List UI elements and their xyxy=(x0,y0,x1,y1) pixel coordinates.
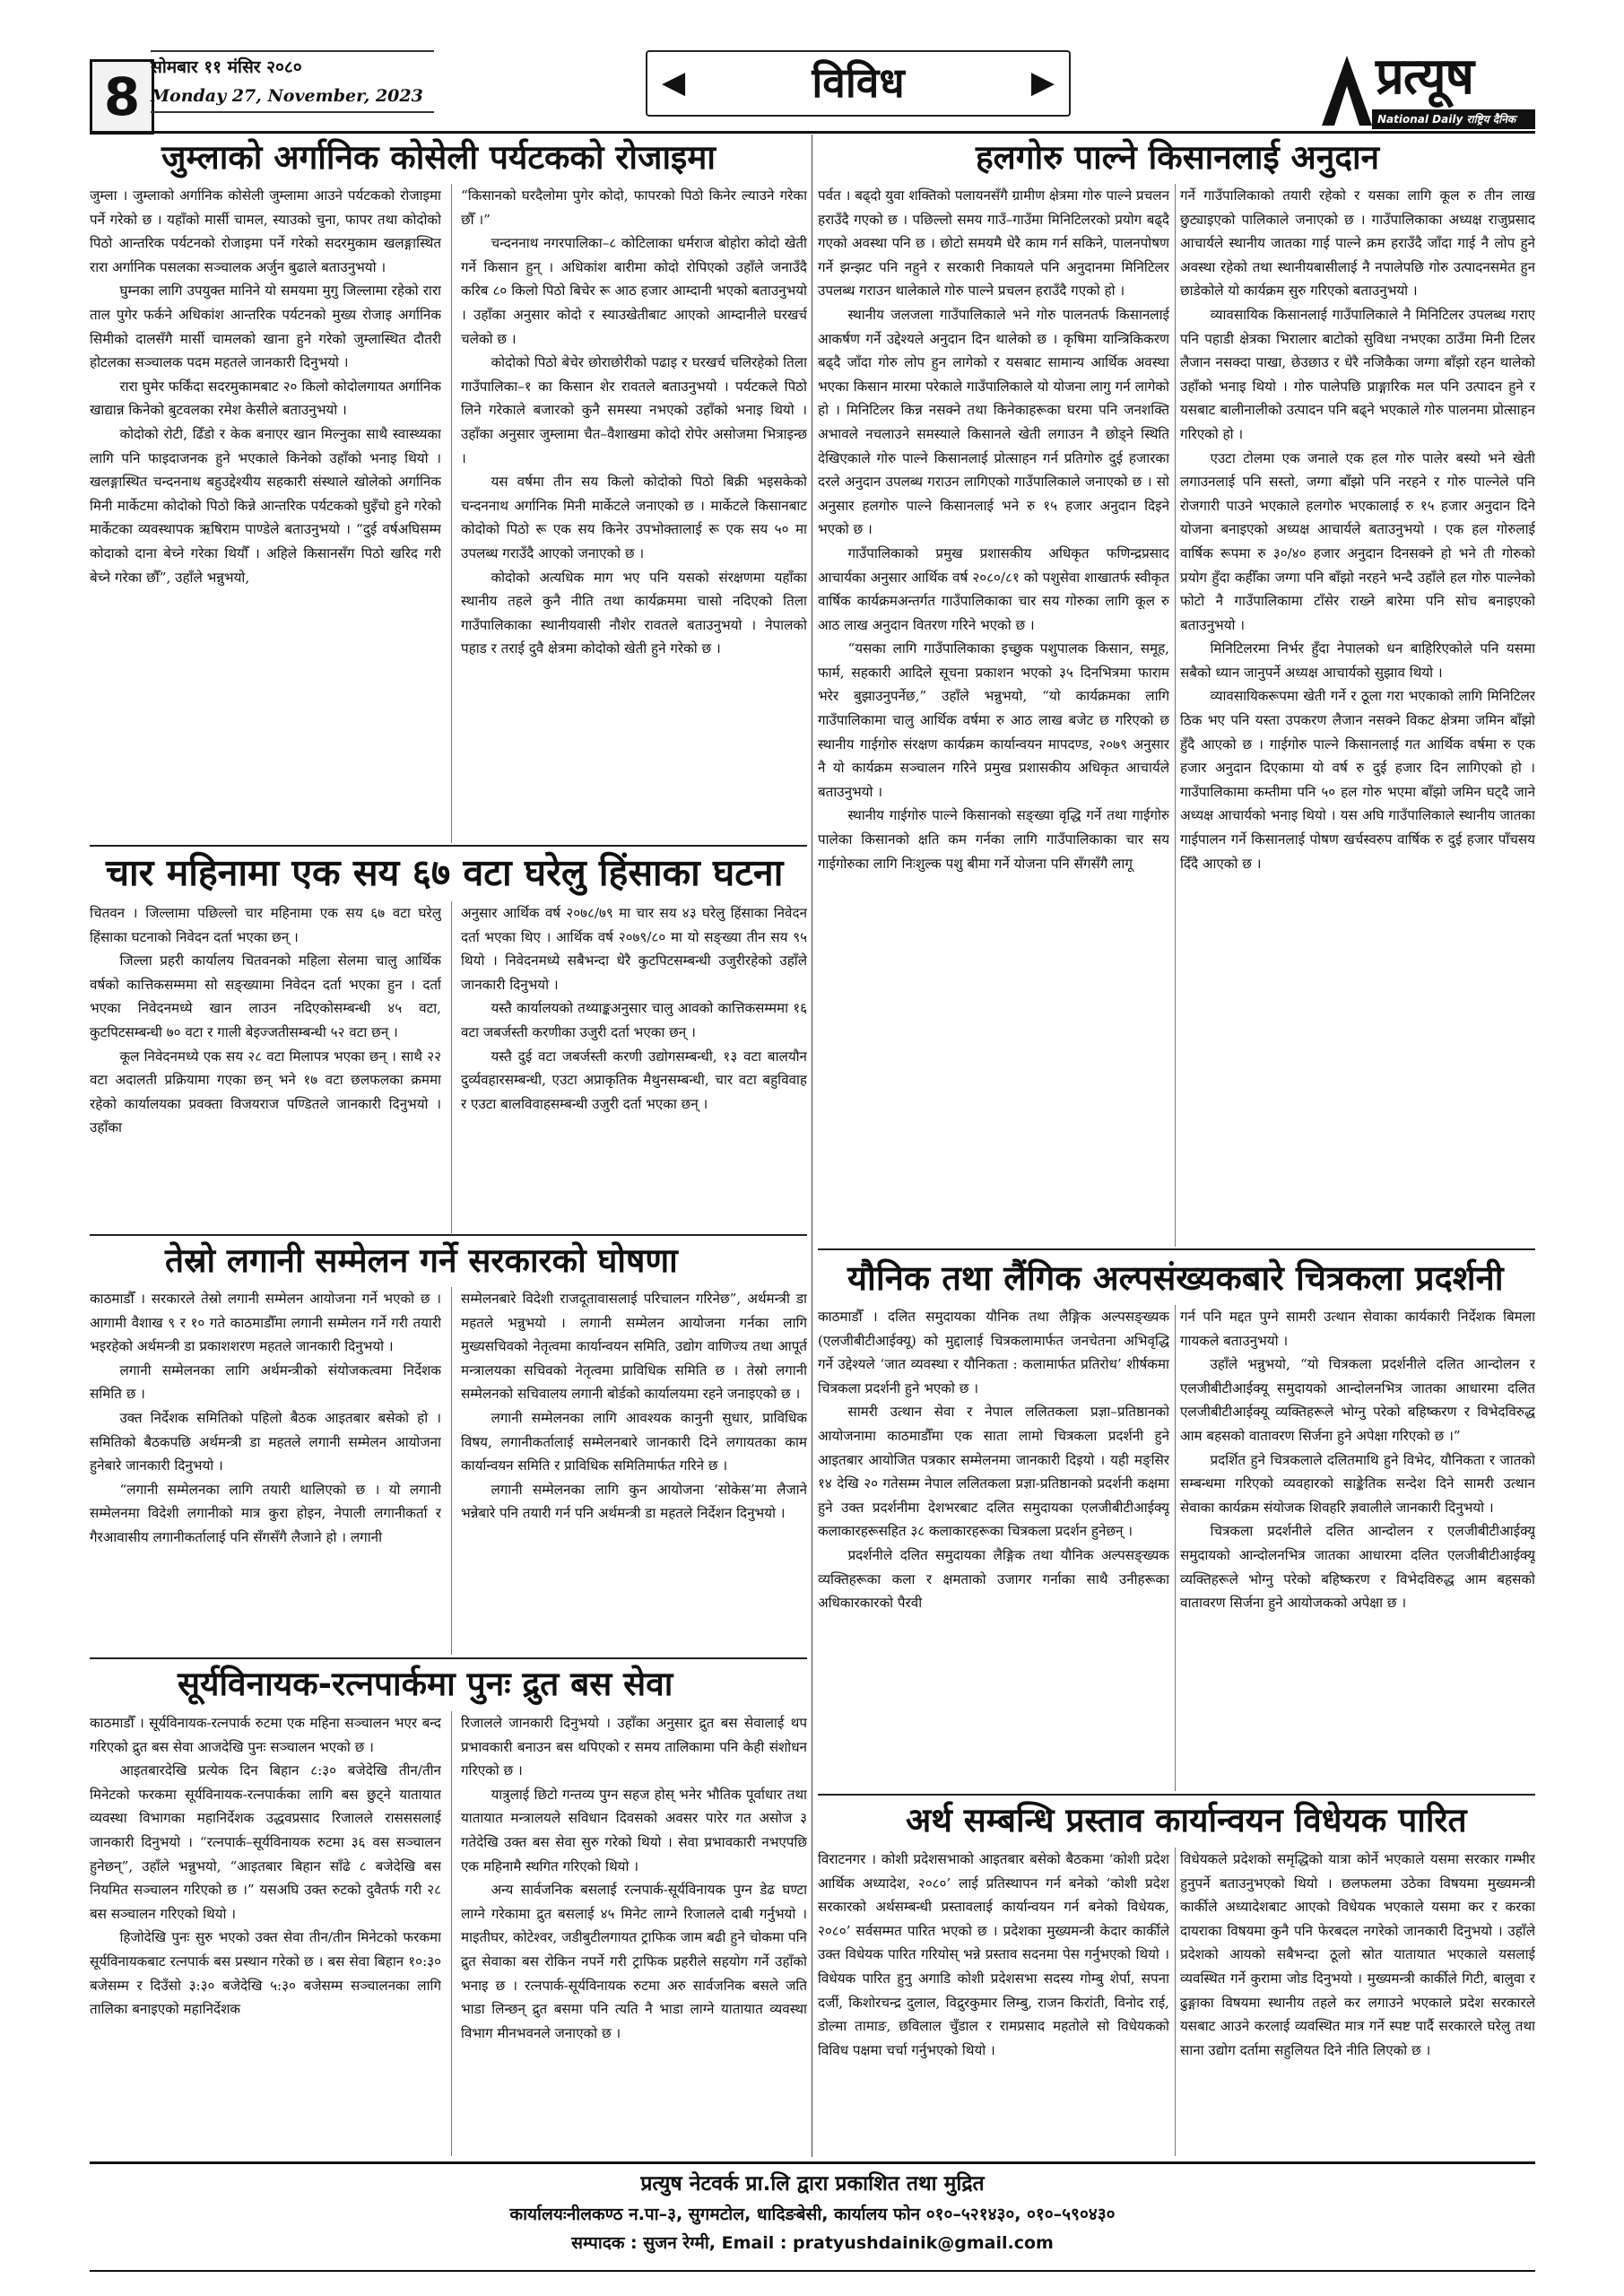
paragraph: गाउँपालिकाको प्रमुख प्रशासकीय अधिकृत फणिन्द्रप्रसाद आचार्यका अनुसार आर्थिक वर्ष २०८०/८१ को पशुसेवा शाखातर्फ स्वीकृत वार्षिक कार्यक्रमअन्तर्गत गाउँपालिकाका चार सय गोरुका लागि कूल रु आठ लाख अनुदान वितरण गरिने भएको छ । xyxy=(818,544,1169,633)
paragraph: अनुसार आर्थिक वर्ष २०७८/७९ मा चार सय ४३ घरेलु हिंसाका निवेदन दर्ता भएका थिए । आर्थिक वर्ष २०७९/८० मा यो सङ्ख्या तीन सय ९५ थियो । निवेदनमध्ये सबैभन्दा धेरै कुटपिटसम्बन्धी उजुरीरहेको उहाँले जानकारी दिनुभयो । xyxy=(461,905,807,993)
right-arrow-icon: ▶ xyxy=(1030,65,1055,100)
paragraph: यात्रुलाई छिटो गन्तव्य पुग्न सहज होस् भनेर भौतिक पूर्वाधार तथा यातायात मन्त्रालयले सविधान दिवसको अवसर पारेर गत असोज ३ गतेदेखि उक्त बस सेवा सुरु गरेको थियो । सेवा प्रभावकारी नभएपछि एक महिनामै स्थगित गरिएको थियो । xyxy=(461,1786,807,1874)
paragraph: उहाँले भन्नुभयो, “यो चित्रकला प्रदर्शनीले दलित आन्दोलन र एलजीबीटीआईक्यू समुदायको आन्दोलनभित्र जातका आधारमा दलित एलजीबीटीआईक्यू व्यक्तिहरूले भोग्नु परेको बहिष्करण र विभेदविरुद्ध आम बहसको वातावरण सिर्जना हुने अपेक्षा गरिएको छ ।” xyxy=(1180,1356,1535,1444)
paragraph: जिल्ला प्रहरी कार्यालय चितवनको महिला सेलमा चालु आर्थिक वर्षको कात्तिकसम्ममा सो सङ्ख्यामा निवेदन दर्ता भएका हुन । दर्ता भएका निवेदनमध्ये खान लाउन नदिएकोसम्बन्धी ४५ वटा, कुटपिटसम्बन्धी ७० वटा र गाली बेइज्जतीसम्बन्धी ५२ वटा छन् । xyxy=(90,952,441,1040)
paragraph: आइतबारदेखि प्रत्येक दिन बिहान ८:३० बजेदेखि तीन/तीन मिनेटको फरकमा सूर्यविनायक-रत्नपार्कका लागि बस छुट्ने यातायात व्यवस्था विभागका महानिर्देशक उद्धवप्रसाद रिजालले रासससलाई जानकारी दिनुभयो । “रत्नपार्क–सूर्यविनायक रुटमा ३६ वस सञ्चालन हुनेछन्”, उहाँले भन्नुभयो, “आइतबार बिहान साँढे ८ बजेदेखि बस नियमित सञ्चालन गरिएको छ ।” यसअघि उक्त रुटको दुवैतर्फ गरी २८ बस सञ्चालन गरिएको थियो । xyxy=(90,1762,441,1922)
paragraph: कोदोको अत्यधिक माग भए पनि यसको संरक्षणमा यहाँका स्थानीय तहले कुनै नीति तथा कार्यक्रममा चासो नदिएको तिला गाउँपालिकाका स्थानीयवासी नौशेर रावतले बताउनुभयो । नेपालको पहाड र तराई दुवै क्षेत्रमा कोदोको खेती हुने गरेको छ । xyxy=(461,569,807,657)
headline-jumla: जुम्लाको अर्गानिक कोसेली पर्यटकको रोजाइमा xyxy=(161,138,716,177)
paragraph: स्थानीय गाईगोरु पाल्ने किसानको सङ्ख्या वृद्धि गर्ने तथा गाईगोरु पालेका किसानको क्षति कम गर्नका लागि गाउँपालिकाका चार सय गाईगोरुका लागि निःशुल्क पशु बीमा गर्ने योजना पनि सँगसँगै लागू xyxy=(818,807,1169,872)
headline-art-exhibition: यौनिक तथा लैंगिक अल्पसंख्यकबारे चित्रकला प्रदर्शनी xyxy=(847,1258,1504,1298)
article-divider xyxy=(90,845,807,847)
paragraph: “लगानी सम्मेलनका लागि तयारी थालिएको छ । यो लगानी सम्मेलनमा विदेशी लगानीको मात्र कुरा होइन, नेपाली लगानीकर्ता र गैरआवासीय लगानीकर्तालाई पनि सँगसँगै लैजाने हो । लगानी xyxy=(90,1481,441,1545)
paragraph: घुम्नका लागि उपयुक्त मानिने यो समयमा मुगु जिल्लामा रहेको रारा ताल पुगेर फर्कने अधिकांश आन्तरिक पर्यटनको मुख्य रोजाइ अर्गानिक सिमीको दालसँगै मार्सी चामलको खाना हुने गरेको जुम्लास्थित दौतरी होटलका सञ्चालक पदम महतले जानकारी दिनुभयो । xyxy=(90,283,441,371)
paragraph: काठमाडौँ । सूर्यविनायक-रत्नपार्क रुटमा एक महिना सञ्चालन भएर बन्द गरिएको द्रुत बस सेवा आजदेखि पुनः सञ्चालन भएको छ । xyxy=(90,1715,441,1755)
paragraph: कोदोको पिठो बेचेर छोराछोरीको पढाइ र घरखर्च चलिरहेको तिला गाउँपालिका–१ का किसान शेर रावतले बताउनुभयो । पर्यटकले पिठो लिने गरेकाले बजारको कुनै समस्या नभएको उहाँको भनाइ थियो । उहाँका अनुसार जुम्लामा चैत–वैशाखमा कोदो रोपेर असोजमा भित्राइन्छ । xyxy=(461,354,807,466)
paragraph: रिजालले जानकारी दिनुभयो । उहाँका अनुसार द्रुत बस सेवालाई थप प्रभावकारी बनाउन बस थपिएको र समय तालिकामा पनि केही संशोधन गरिएको छ । xyxy=(461,1715,807,1779)
page-number: 8 xyxy=(90,59,154,135)
article-jumla-col1 xyxy=(90,184,441,843)
paragraph: “यसका लागि गाउँपालिकाका इच्छुक पशुपालक किसान, समूह, फार्म, सहकारी आदिले सूचना प्रकाशन भएको ३५ दिनभित्रमा फाराम भरेर बुझाउनुपर्नेछ,” उहाँले भन्नुभयो, “यो कार्यक्रमका लागि गाउँपालिकामा चालु आर्थिक वर्षमा रु आठ लाख बजेट छ गरिएको छ स्थानीय गाईगोरु संरक्षण कार्यक्रम कार्यान्वयन मापदण्ड, २०७९ अनुसार नै यो कार्यक्रम सञ्चालन गरिने प्रमुख प्रशासकीय अधिकृत आचार्यले बताउनुभयो । xyxy=(818,640,1169,800)
paragraph: सम्मेलनबारे विदेशी राजदूतावासलाई परिचालन गरिनेछ”, अर्थमन्त्री डा महतले भन्नुभयो । लगानी सम्मेलन आयोजना गर्नका लागि मुख्यसचिवको नेतृत्वमा कार्यान्वयन समिति, उद्योग वाणिज्य तथा आपूर्त मन्त्रालयका सचिवको नेतृत्वमा प्राविधिक समिति छ । तेस्रो लगानी सम्मेलनको सचिवालय लगानी बोर्डको कार्यालयमा रहने जनाइएको छ । xyxy=(461,1291,807,1403)
article-cow-col2 xyxy=(1180,184,1535,1247)
section-title: विविध xyxy=(812,58,905,107)
left-arrow-icon: ◀ xyxy=(662,65,686,100)
article-divider xyxy=(818,1248,1535,1250)
paragraph: कोदोको रोटी, ढिँडो र केक बनाएर खान मिल्नुका साथै स्वास्थ्यका लागि पनि फाइदाजनक हुने भएकाले किनेको उहाँको भनाइ थियो । खलङ्गास्थित चन्दननाथ बहुउद्देश्यीय सहकारी संस्थाले खोलेको अर्गानिक मिनी मार्केटमा कोदोको पिठो किन्ने आन्तरिक पर्यटकको घुइँचो हुने गरेको मार्केटका व्यवस्थापक ऋषिराम पाण्डेले बताउनुभयो । “दुई वर्षअघिसम्म कोदाको दाना बेच्ने गरेका थियौँ । अहिले किसानसँग पिठो खरिद गरी बेच्ने गरेका छौँ”, उहाँले भन्नुभयो, xyxy=(90,425,441,586)
headline-bus-service: सूर्यविनायक-रत्नपार्कमा पुनः द्रुत बस सेवा xyxy=(178,1665,673,1703)
paragraph: गर्ने गाउँपालिकाको तयारी रहेको र यसका लागि कूल रु तीन लाख छुट्याइएको पालिकाले जनाएको छ । गाउँपालिकाका अध्यक्ष राजुप्रसाद आचार्यले स्थानीय जातका गाई पाल्ने क्रम हराउँदै जाँदा गाई नै लोप हुने अवस्था रहेको तथा स्थानीयबासीलाई नै नपालेपछि गोरु उत्पादनसमेत हुन छाडेकोले यो कार्यक्रम सुरु गरिएको बताउनुभयो । xyxy=(1180,187,1535,300)
editor-email-line: सम्पादक : सुजन रेग्मी, Email : pratyushdainik@gmail.com xyxy=(571,2233,1054,2253)
logo-tagline: National Daily राष्ट्रिय दैनिक xyxy=(1372,109,1535,129)
paragraph: रारा घुमेर फर्किंदा सदरमुकामबाट २० किलो कोदोलगायत अर्गानिक खाद्यान्न किनेको बुटवलका रमेश केसीले बताउनुभयो । xyxy=(90,378,441,419)
paragraph: यस्तै दुई वटा जबर्जस्ती करणी उद्योगसम्बन्धी, १३ वटा बालयौन दुर्व्यवहारसम्बन्धी, एउटा अप्राकृतिक मैथुनसम्बन्धी, चार वटा बहुविवाह र एउटा बालविवाहसम्बन्धी उजुरी दर्ता भएका छन् । xyxy=(461,1048,807,1112)
paragraph: लगानी सम्मेलनका लागि अर्थमन्त्रीको संयोजकत्वमा निर्देशक समिति छ । xyxy=(90,1361,441,1403)
paragraph: काठमाडौँ । सरकारले तेस्रो लगानी सम्मेलन आयोजना गर्ने भएको छ । आगामी वैशाख ९ र १० गते काठमाडौँमा लगानी सम्मेलन गर्ने गरी तयारी भइरहेको अर्थमन्त्री डा प्रकाशशरण महतले जानकारी दिनुभयो । xyxy=(90,1291,441,1355)
headline-finance-bill: अर्थ सम्बन्धि प्रस्ताव कार्यान्वयन विधेयक पारित xyxy=(906,1801,1467,1839)
article-divider xyxy=(90,1234,807,1236)
paragraph: विराटनगर । कोशी प्रदेशसभाको आइतबार बसेको बैठकमा ‘कोशी प्रदेश आर्थिक अध्यादेश, २०८०’ लाई प्रतिस्थापन गर्न बनेको ‘कोशी प्रदेश सरकारको अर्थसम्बन्धी प्रस्तावलाई कार्यान्वयन गर्न बनेको विधेयक, २०८०’ सर्वसम्मत पारित भएको छ । प्रदेशका मुख्यमन्त्री केदार कार्कीले उक्त विधेयक पारित गरियोस् भन्ने प्रस्ताव सदनमा पेस गर्नुभएको थियो । विधेयक पारित हुनु अगाडि कोशी प्रदेशसभा सदस्य गोम्बु शेर्पा, सपना दर्जी, किशोरचन्द्र दुलाल, विद्रुरकुमार लिम्बु, राजन किरांती, विनोद राई, डोल्मा तामाङ, छविलाल चुँडाल र रामप्रसाद महतोले सो विधेयकको विविध पक्षमा चर्चा गर्नुभएको थियो । xyxy=(818,1851,1169,2058)
paragraph: चितवन । जिल्लामा पछिल्लो चार महिनामा एक सय ६७ वटा घरेलु हिंसाका घटनाको निवेदन दर्ता भएका छन् । xyxy=(90,905,441,945)
paragraph: हिजोदेखि पुनः सुरु भएको उक्त सेवा तीन/तीन मिनेटको फरकमा सूर्यविनायकबाट रत्नपार्क बस प्रस्थान गरेको छ । बस सेवा बिहान १०:३० बजेसम्म र दिउँसो ३:३० बजेदेखि ५:३० बजेसम्म सञ्चालनका लागि तालिका बनाइएको महानिर्देशक xyxy=(90,1929,441,2018)
publisher-line: प्रत्युष नेटवर्क प्रा.लि द्वारा प्रकाशित तथा मुद्रित xyxy=(640,2172,985,2196)
date-block xyxy=(151,50,434,113)
logo-emblem-icon xyxy=(1318,50,1376,129)
paragraph: चित्रकला प्रदर्शनीले दलित आन्दोलन र एलजीबीटीआईक्यू समुदायको आन्दोलनभित्र जातका आधारमा दलित एलजीबीटीआईक्यू व्यक्तिहरूले भोग्नु परेको बहिष्करण र विभेदविरुद्ध आम बहसको वातावरण सिर्जना हुने आयोजकको अपेक्षा छ । xyxy=(1180,1523,1535,1612)
column-divider xyxy=(451,901,452,1233)
paragraph: व्यावसायिकरूपमा खेती गर्ने र ठूला गरा भएकाको लागि मिनिटिलर ठिक भए पनि यस्ता उपकरण लैजान नसक्ने विकट क्षेत्रमा जमिन बाँझो हुँदै आएको छ । गाईगोरु पाल्ने किसानलाई गत आर्थिक वर्षमा रु एक हजार अनुदान दिएकामा यो वर्ष रु दुई हजार दिन लागिएको हो । गाउँपालिकामा कम्तीमा पनि ५० हल गोरु भएमा बाँझो जमिन घट्दै जाने अध्यक्ष आचार्यको भनाइ थियो । यस अघि गाउँपालिकाले स्थानीय जातका गाईपालन गर्ने किसानलाई पोषण खर्चस्वरुप वार्षिक रु दुई हजार पाँचसय दिँदै आएको छ । xyxy=(1180,688,1535,872)
article-art-col1 xyxy=(818,1305,1169,1791)
paragraph: प्रदर्शित हुने चित्रकलाले दलितमाथि हुने विभेद, यौनिकता र जातको सम्बन्धमा गरिएको व्यवहारको साङ्केतिक सन्देश दिने सामरी उत्थान सेवाका कार्यक्रम संयोजक शिवहरि ज्ञवालीले जानकारी दिनुभयो । xyxy=(1180,1451,1535,1516)
paragraph: लगानी सम्मेलनका लागि आवश्यक कानुनी सुधार, प्राविधिक विषय, लगानीकर्तालाई सम्मेलनबारे जानकारी दिने लगायतका काम कार्यान्वयन समिति र प्राविधिक समितिमार्फत गरिने छ । xyxy=(461,1409,807,1474)
newspaper-logo xyxy=(1318,47,1537,131)
article-cow-col1 xyxy=(818,184,1169,1247)
article-bus-col1 xyxy=(90,1711,441,2156)
column-divider xyxy=(1175,1848,1176,2156)
date-nepali: सोमबार ११ मंसिर २०८० xyxy=(151,57,302,77)
paragraph: चन्दननाथ नगरपालिका–८ कोटिलाका धर्मराज बोहोरा कोदो खेती गर्ने किसान हुन् । अधिकांश बारीमा कोदो रोपिएको उहाँले जनाउँदै करिब ८० किलो पिठो बिचेर रू आठ हजार आम्दानी भएको बताउनुभयो । उहाँका अनुसार कोदो र स्याउखेतीबाट आएको आम्दानीले घरखर्च चलेको छ । xyxy=(461,235,807,347)
office-address-line: कार्यालयःनीलकण्ठ न.पा–३, सुगमटोल, धादिङबेसी, कार्यालय फोन ०१०–५२१४३०, ०१०–५९०४३० xyxy=(509,2205,1116,2224)
paragraph: कूल निवेदनमध्ये एक सय २८ वटा मिलापत्र भएका छन् । साथै २२ वटा अदालती प्रक्रियामा गएका छन् भने १७ वटा छलफलका क्रममा रहेको कार्यालयका प्रवक्ता विजयराज पण्डितले जानकारी दिनुभयो । उहाँका xyxy=(90,1048,441,1136)
paragraph: जुम्ला । जुम्लाको अर्गानिक कोसेली जुम्लामा आउने पर्यटकको रोजाइमा पर्ने गरेको छ । यहाँको मार्सी चामल, स्याउको चुना, फापर तथा कोदोको पिठो आन्तरिक पर्यटनको रोजाइमा पर्ने गरेको सदरमुकाम खलङ्गास्थित रारा अर्गानिक पसलका सञ्चालक अर्जुन बुढाले बताउनुभयो । xyxy=(90,187,441,275)
paragraph: अन्य सार्वजनिक बसलाई रत्नपार्क-सूर्यविनायक पुग्न डेढ घण्टा लाग्ने गरेकामा द्रुत बसलाई ४५ मिनेट लाग्ने रिजालले दाबी गर्नुभयो । माइतीघर, कोटेश्वर, जडीबुटीलगायत ट्राफिक जाम बढी हुने चोकमा पनि द्रुत सेवाका बस रोकिन नपर्ने गरी ट्राफिक प्रहरीले सहयोग गर्ने उहाँको भनाइ छ । रत्नपार्क-सूर्यविनायक रुटमा अरु सार्वजनिक बसले जति भाडा लिन्छन् द्रुत बसमा पनि त्यति नै भाडा लाग्ने यातायात व्यवस्था विभाग मीनभवनले जनाएको छ । xyxy=(461,1882,807,2041)
paragraph: पर्वत । बढ्दो युवा शक्तिको पलायनसँगै ग्रामीण क्षेत्रमा गोरु पाल्ने प्रचलन हराउँदै गएको छ । पछिल्लो समय गाउँ–गाउँमा मिनिटिलरको प्रयोग बढ्दै गएको अवस्था पनि छ । छोटो समयमै धेरै काम गर्न सकिने, पालनपोषण गर्ने झन्झट पनि नहुने र सरकारी निकायले पनि अनुदानमा मिनिटिलर उपलब्ध गराउन थालेकाले गोरु पाल्ने प्रचलन हराउँदै गएको हो । xyxy=(818,187,1169,300)
paragraph: प्रदर्शनीले दलित समुदायका लैङ्गिक तथा यौनिक अल्पसङ्ख्यक व्यक्तिहरूका कला र क्षमताको उजागर गर्नाका साथै उनीहरूका अधिकारकारको पैरवी xyxy=(818,1546,1169,1612)
article-bill-col2 xyxy=(1180,1848,1535,2156)
section-banner xyxy=(646,50,1071,117)
headline-domestic-violence: चार महिनामा एक सय ६७ वटा घरेलु हिंसाका घटना xyxy=(106,851,784,894)
column-divider xyxy=(1175,1305,1176,1791)
paragraph: सामरी उत्थान सेवा र नेपाल ललितकला प्रज्ञा–प्रतिष्ठानको आयोजनामा काठमाडौँमा एक साता लामो चित्रकला प्रदर्शनी हुने आइतबार आयोजित पत्रकार सम्मेलनमा जानकारी दिइयो । यही मङ्सिर १४ देखि २० गतेसम्म नेपाल ललितकला प्रज्ञा-प्रतिष्ठानको प्रदर्शनी कक्षमा हुने उक्त प्रदर्शनीमा देशभरबाट दलित समुदायका एलजीबीटीआईक्यू कलाकारहरूसहित ३८ कलाकारहरूका चित्रकला प्रदर्शन हुनेछन् । xyxy=(818,1404,1169,1540)
paragraph: गर्न पनि मद्दत पुग्ने सामरी उत्थान सेवाका कार्यकारी निर्देशक बिमला गायकले बताउनुभयो । xyxy=(1180,1309,1535,1349)
article-investment-col1 xyxy=(90,1287,441,1655)
date-english: Monday 27, November, 2023 xyxy=(151,86,423,106)
paragraph: यस वर्षमा तीन सय किलो कोदोको पिठो बिक्री भइसकेको चन्दननाथ अर्गानिक मिनी मार्केटले जनाएको छ । मार्केटले किसानबाट कोदोको पिठो रू एक सय किनेर उपभोक्तालाई रू एक सय ५० मा उपलब्ध गराउँदै आएको जनाएको छ । xyxy=(461,474,807,561)
article-art-col2 xyxy=(1180,1305,1535,1791)
article-jumla-col2 xyxy=(461,184,807,843)
article-violence-col1 xyxy=(90,901,441,1233)
article-bill-col1 xyxy=(818,1848,1169,2156)
paragraph: स्थानीय जलजला गाउँपालिकाले भने गोरु पालनतर्फ किसानलाई आकर्षण गर्ने उद्देश्यले अनुदान दिन थालेको छ । कृषिमा यान्त्रिकिकरण बढ्दै जाँदा गोरु लोप हुन लागेको र यसबाट सामान्य आर्थिक अवस्था भएका किसान मारमा परेकाले गाउँपालिकाले यो योजना लागु गर्न लागेको हो । मिनिटिलर किन्न नसक्ने तथा किनेकाहरूका घरमा पनि जनशक्ति अभावले नचलाउने समस्याले किसानले खेती लगाउन नै छोड्ने स्थिति देखिएकाले गोरु पाल्ने किसानलाई प्रोत्साहन गर्न प्रतिगोरु दुई हजारका दरले अनुदान उपलब्ध गराउन लागिएको गाउँपालिकाले जनाएको छ । सो अनुसार हलगोरु पाल्ने किसानलाई भने रु १५ हजार अनुदान दिइने भएको छ । xyxy=(818,306,1169,538)
paragraph: लगानी सम्मेलनका लागि कुन आयोजना ‘सोकेस’मा लैजाने भन्नेबारे पनि तयारी गर्न पनि अर्थमन्त्री डा महतले निर्देशन दिनुभयो । xyxy=(461,1481,807,1522)
headline-cow-subsidy: हलगोरु पाल्ने किसानलाई अनुदान xyxy=(976,138,1380,177)
paragraph: विधेयकले प्रदेशको समृद्धिको यात्रा कोर्ने भएकाले यसमा सरकार गम्भीर हुनुपर्ने बताउनुभएको थियो । छलफलमा उठेका विषयमा मुख्यमन्त्री कार्कीले अध्यादेशबाट आएको विधेयक भएकाले यसमा कर र करका दायराका विषयमा कुनै पनि फेरबदल नगरेको जानकारी दिनुभयो । उहाँले प्रदेशको आयको सबैभन्दा ठूलो स्रोत यातायात भएकाले यसलाई व्यवस्थित गर्ने कुरामा जोड दिनुभयो । मुख्यमन्त्री कार्कीले गिटी, बालुवा र ढुङ्गाका विषयमा स्थानीय तहले कर लगाउने भएकाले प्रदेश सरकारले यसबाट आउने करलाई व्यवस्थित मात्र गर्ने स्पष्ट पार्दै सरकारले घरेलु तथा साना उद्योग दर्तामा सहुलियत दिने नीति लिएको छ । xyxy=(1180,1851,1535,2058)
paragraph: “किसानको घरदैलोमा पुगेर कोदो, फापरको पिठो किनेर ल्याउने गरेका छौँ ।” xyxy=(461,187,807,228)
article-violence-col2 xyxy=(461,901,807,1233)
paragraph: उक्त निर्देशक समितिको पहिलो बैठक आइतबार बसेको हो । समितिको बैठकपछि अर्थमन्त्री डा महतले लगानी सम्मेलन आयोजना हुनेबारे जानकारी दिनुभयो । xyxy=(90,1409,441,1474)
paragraph: व्यावसायिक किसानलाई गाउँपालिकाले नै मिनिटिलर उपलब्ध गराए पनि पहाडी क्षेत्रका भिरालार बाटोको सुविधा नभएका ठाउँमा मिनी टिलर लैजान नसक्दा पाखा, छेउछाउ र धेरै नजिकैका जग्गा बाँझो रहन थालेको उहाँको भनाइ थियो । गोरु पालेपछि प्राङ्गारिक मल पनि उत्पादन हुने र यसबाट बालीनालीको उत्पादन पनि बढ्ने भएकाले गोरु पालनमा प्रोत्साहन गरिएको हो । xyxy=(1180,306,1535,442)
paragraph: एउटा टोलमा एक जनाले एक हल गोरु पालेर बस्यो भने खेती लगाउनलाई पनि सस्तो, जग्गा बाँझो पनि नरहने र गोरु पाल्नेले पनि रोजगारी पाउने भएकाले हलगोरु भएकालाई रु १५ हजार अनुदान दिने योजना बनाइएको अध्यक्ष आचार्यले बताउनुभयो । एक हल गोरुलाई वार्षिक रूपमा रु ३०/४० हजार अनुदान दिनसक्ने हो भने ती गोरुको प्रयोग हुँदा कहीँका जग्गा पनि बाँझो नरहने भन्दै उहाँले हल गोरु पाल्नेको फोटो नै गाउँपालिकामा टाँसेर राख्ने बारेमा पनि सोच बनाइएको बताउनुभयो । xyxy=(1180,449,1535,633)
logo-wordmark: प्रत्यूष xyxy=(1376,48,1473,106)
paragraph: यस्तै कार्यालयको तथ्याङ्कअनुसार चालु आवको कात्तिकसम्ममा १६ वटा जबर्जस्ती करणीका उजुरी दर्ता भएका छन् । xyxy=(461,1000,807,1040)
header-divider xyxy=(90,131,1535,134)
headline-investment-summit: तेस्रो लगानी सम्मेलन गर्ने सरकारको घोषणा xyxy=(165,1241,678,1280)
article-divider xyxy=(90,1657,807,1659)
column-divider xyxy=(1175,184,1176,1247)
imprint-footer xyxy=(90,2161,1535,2272)
paragraph: मिनिटिलरमा निर्भर हुँदा नेपालको धन बाहिरिएकोले पनि यसमा सबैको ध्यान जानुपर्ने अध्यक्ष आचार्यको सुझाव थियो । xyxy=(1180,640,1535,681)
paragraph: काठमाडौँ । दलित समुदायका यौनिक तथा लैङ्गिक अल्पसङ्ख्यक (एलजीबीटीआईक्यू) को मुद्दालाई चित्रकलामार्फत जनचेतना अभिवृद्धि गर्ने उद्देश्यले ‘जात व्यवस्था र यौनिकता : कलामार्फत प्रतिरोध’ शीर्षकमा चित्रकला प्रदर्शनी हुने भएको छ । xyxy=(818,1309,1169,1396)
column-divider xyxy=(451,1287,452,1655)
column-divider xyxy=(451,1711,452,2156)
article-investment-col2 xyxy=(461,1287,807,1655)
column-divider xyxy=(451,184,452,843)
article-divider xyxy=(818,1794,1535,1796)
article-bus-col2 xyxy=(461,1711,807,2156)
